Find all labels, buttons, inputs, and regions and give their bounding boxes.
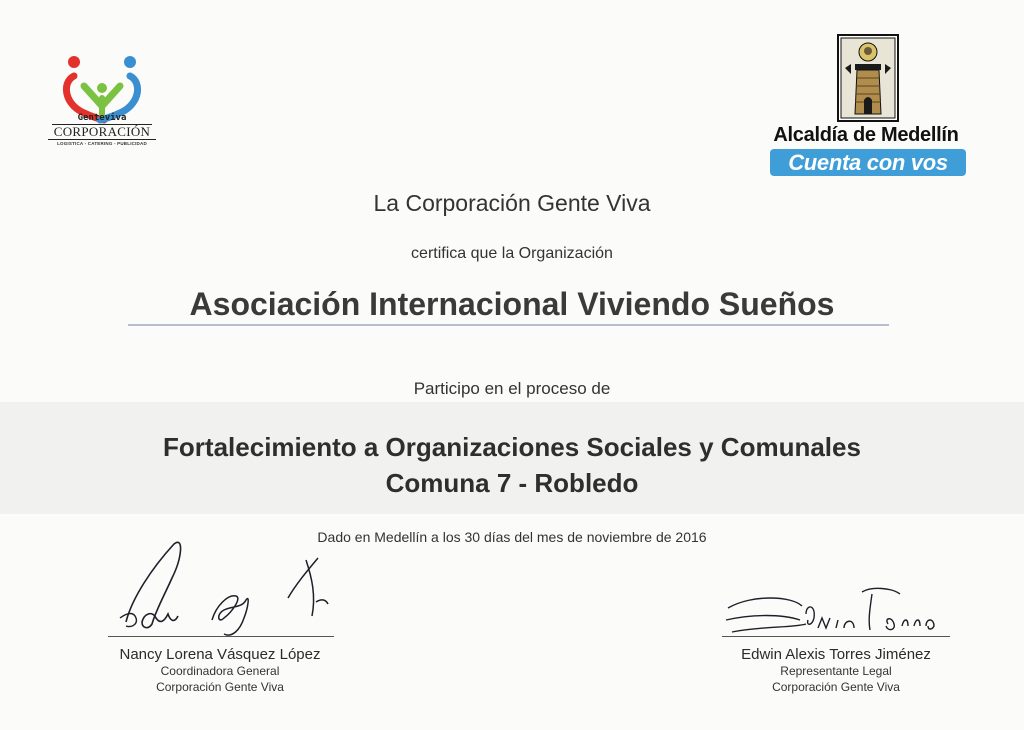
signatory-name-left: Nancy Lorena Vásquez López (119, 646, 321, 663)
signature-line-left (108, 636, 334, 637)
signatory-org-right: Corporación Gente Viva (772, 680, 900, 694)
program-title-line2: Comuna 7 - Robledo (385, 468, 639, 498)
signatory-name-right: Edwin Alexis Torres Jiménez (741, 646, 931, 663)
signatory-org-left: Corporación Gente Viva (156, 680, 284, 694)
signature-nancy (112, 538, 342, 638)
signature-line-right (722, 636, 950, 637)
medellin-crest-icon (837, 34, 899, 122)
organization-underline (128, 324, 889, 326)
genteviva-logo-corporacion: CORPORACIÓN (48, 125, 156, 140)
signature-edwin (722, 584, 952, 640)
alcaldia-name: Alcaldía de Medellín (773, 124, 959, 146)
program-title-line1: Fortalecimiento a Organizaciones Sociales y Comunales (163, 432, 861, 462)
organization-name: Asociación Internacional Viviendo Sueños (189, 286, 835, 322)
signatory-role-left: Coordinadora General (160, 664, 280, 678)
genteviva-logo-tagline: LOGISTICA - CATERING - PUBLICIDAD (57, 141, 147, 146)
issuer-text: La Corporación Gente Viva (373, 190, 651, 216)
issue-date-text: Dado en Medellín a los 30 días del mes de noviembre de 2016 (317, 529, 707, 545)
participated-text: Participo en el proceso de (413, 379, 611, 398)
alcaldia-tagline: Cuenta con vos (770, 149, 966, 176)
genteviva-logo-name: Genteviva (52, 113, 152, 125)
signatory-role-right: Representante Legal (780, 664, 892, 678)
certifies-text: certifica que la Organización (411, 245, 613, 262)
